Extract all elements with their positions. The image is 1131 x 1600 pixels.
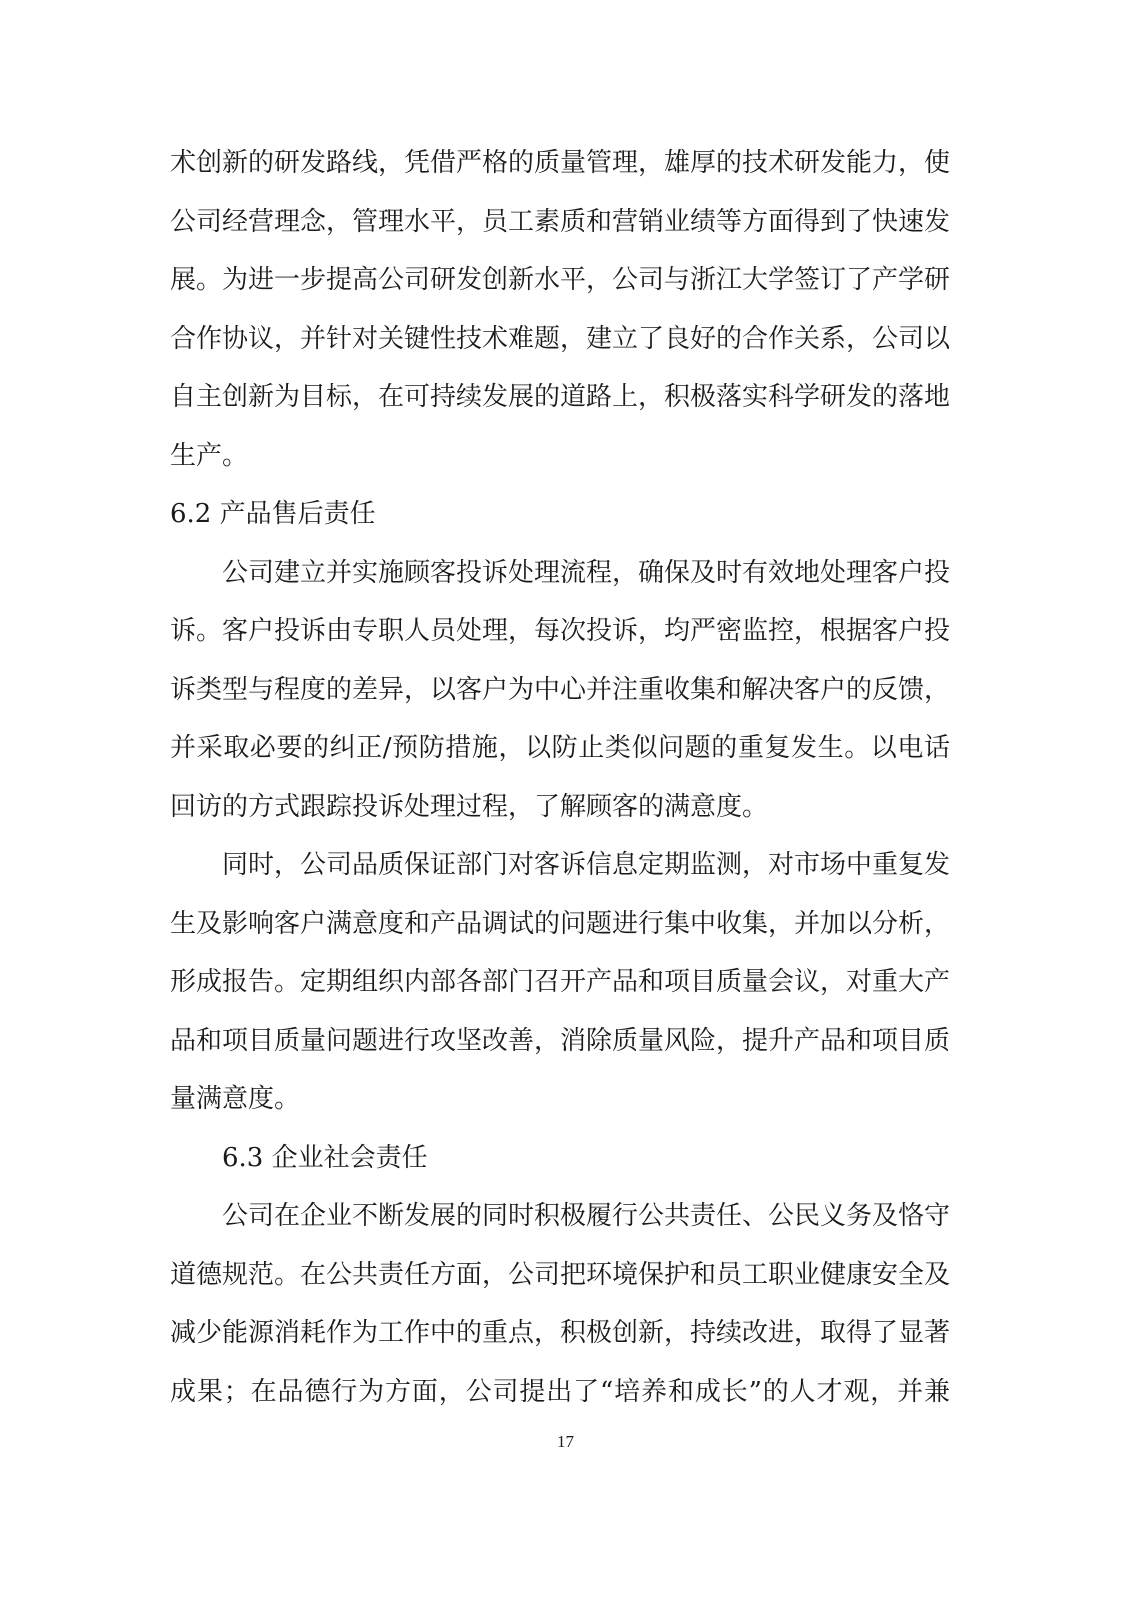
text-line: 公司建立并实施顾客投诉处理流程，确保及时有效地处理客户投	[222, 557, 950, 588]
text-line: 展。为进一步提高公司研发创新水平，公司与浙江大学签订了产学研	[170, 265, 950, 295]
text-line: 诉类型与程度的差异，以客户为中心并注重收集和解决客户的反馈，	[170, 674, 950, 705]
text-line: 生产。	[170, 440, 249, 471]
text-line: 回访的方式跟踪投诉处理过程，了解顾客的满意度。	[170, 791, 769, 822]
text-line: 公司在企业不断发展的同时积极履行公共责任、公民义务及恪守	[222, 1201, 950, 1231]
text-line: 形成报告。定期组织内部各部门召开产品和项目质量会议，对重大产	[170, 967, 950, 997]
text-line: 品和项目质量问题进行攻坚改善，消除质量风险，提升产品和项目质	[170, 1025, 950, 1056]
text-line: 量满意度。	[170, 1084, 301, 1114]
text-line: 诉。客户投诉由专职人员处理，每次投诉，均严密监控，根据客户投	[170, 616, 950, 646]
text-line: 公司经营理念，管理水平，员工素质和营销业绩等方面得到了快速发	[170, 206, 950, 237]
text-line: 减少能源消耗作为工作中的重点，积极创新，持续改进，取得了显著	[170, 1318, 950, 1348]
body-text	[170, 134, 950, 1421]
section-heading-6-2: 6.2 产品售后责任	[170, 499, 376, 529]
text-line: 术创新的研发路线，凭借严格的质量管理，雄厚的技术研发能力，使	[170, 148, 950, 178]
text-line: 合作协议，并针对关键性技术难题，建立了良好的合作关系，公司以	[170, 323, 950, 354]
section-heading-6-3: 6.3 企业社会责任	[222, 1142, 428, 1173]
text-line: 并采取必要的纠正/预防措施，以防止类似问题的重复发生。以电话	[170, 733, 950, 763]
text-line: 同时，公司品质保证部门对客诉信息定期监测，对市场中重复发	[222, 850, 950, 880]
text-line: 成果；在品德行为方面，公司提出了“培养和成长”的人才观，并兼	[170, 1376, 950, 1407]
page-number: 17	[557, 1432, 574, 1451]
text-line: 道德规范。在公共责任方面，公司把环境保护和员工职业健康安全及	[170, 1259, 950, 1290]
text-line: 自主创新为目标，在可持续发展的道路上，积极落实科学研发的落地	[170, 382, 950, 412]
text-line: 生及影响客户满意度和产品调试的问题进行集中收集，并加以分析，	[170, 908, 950, 939]
